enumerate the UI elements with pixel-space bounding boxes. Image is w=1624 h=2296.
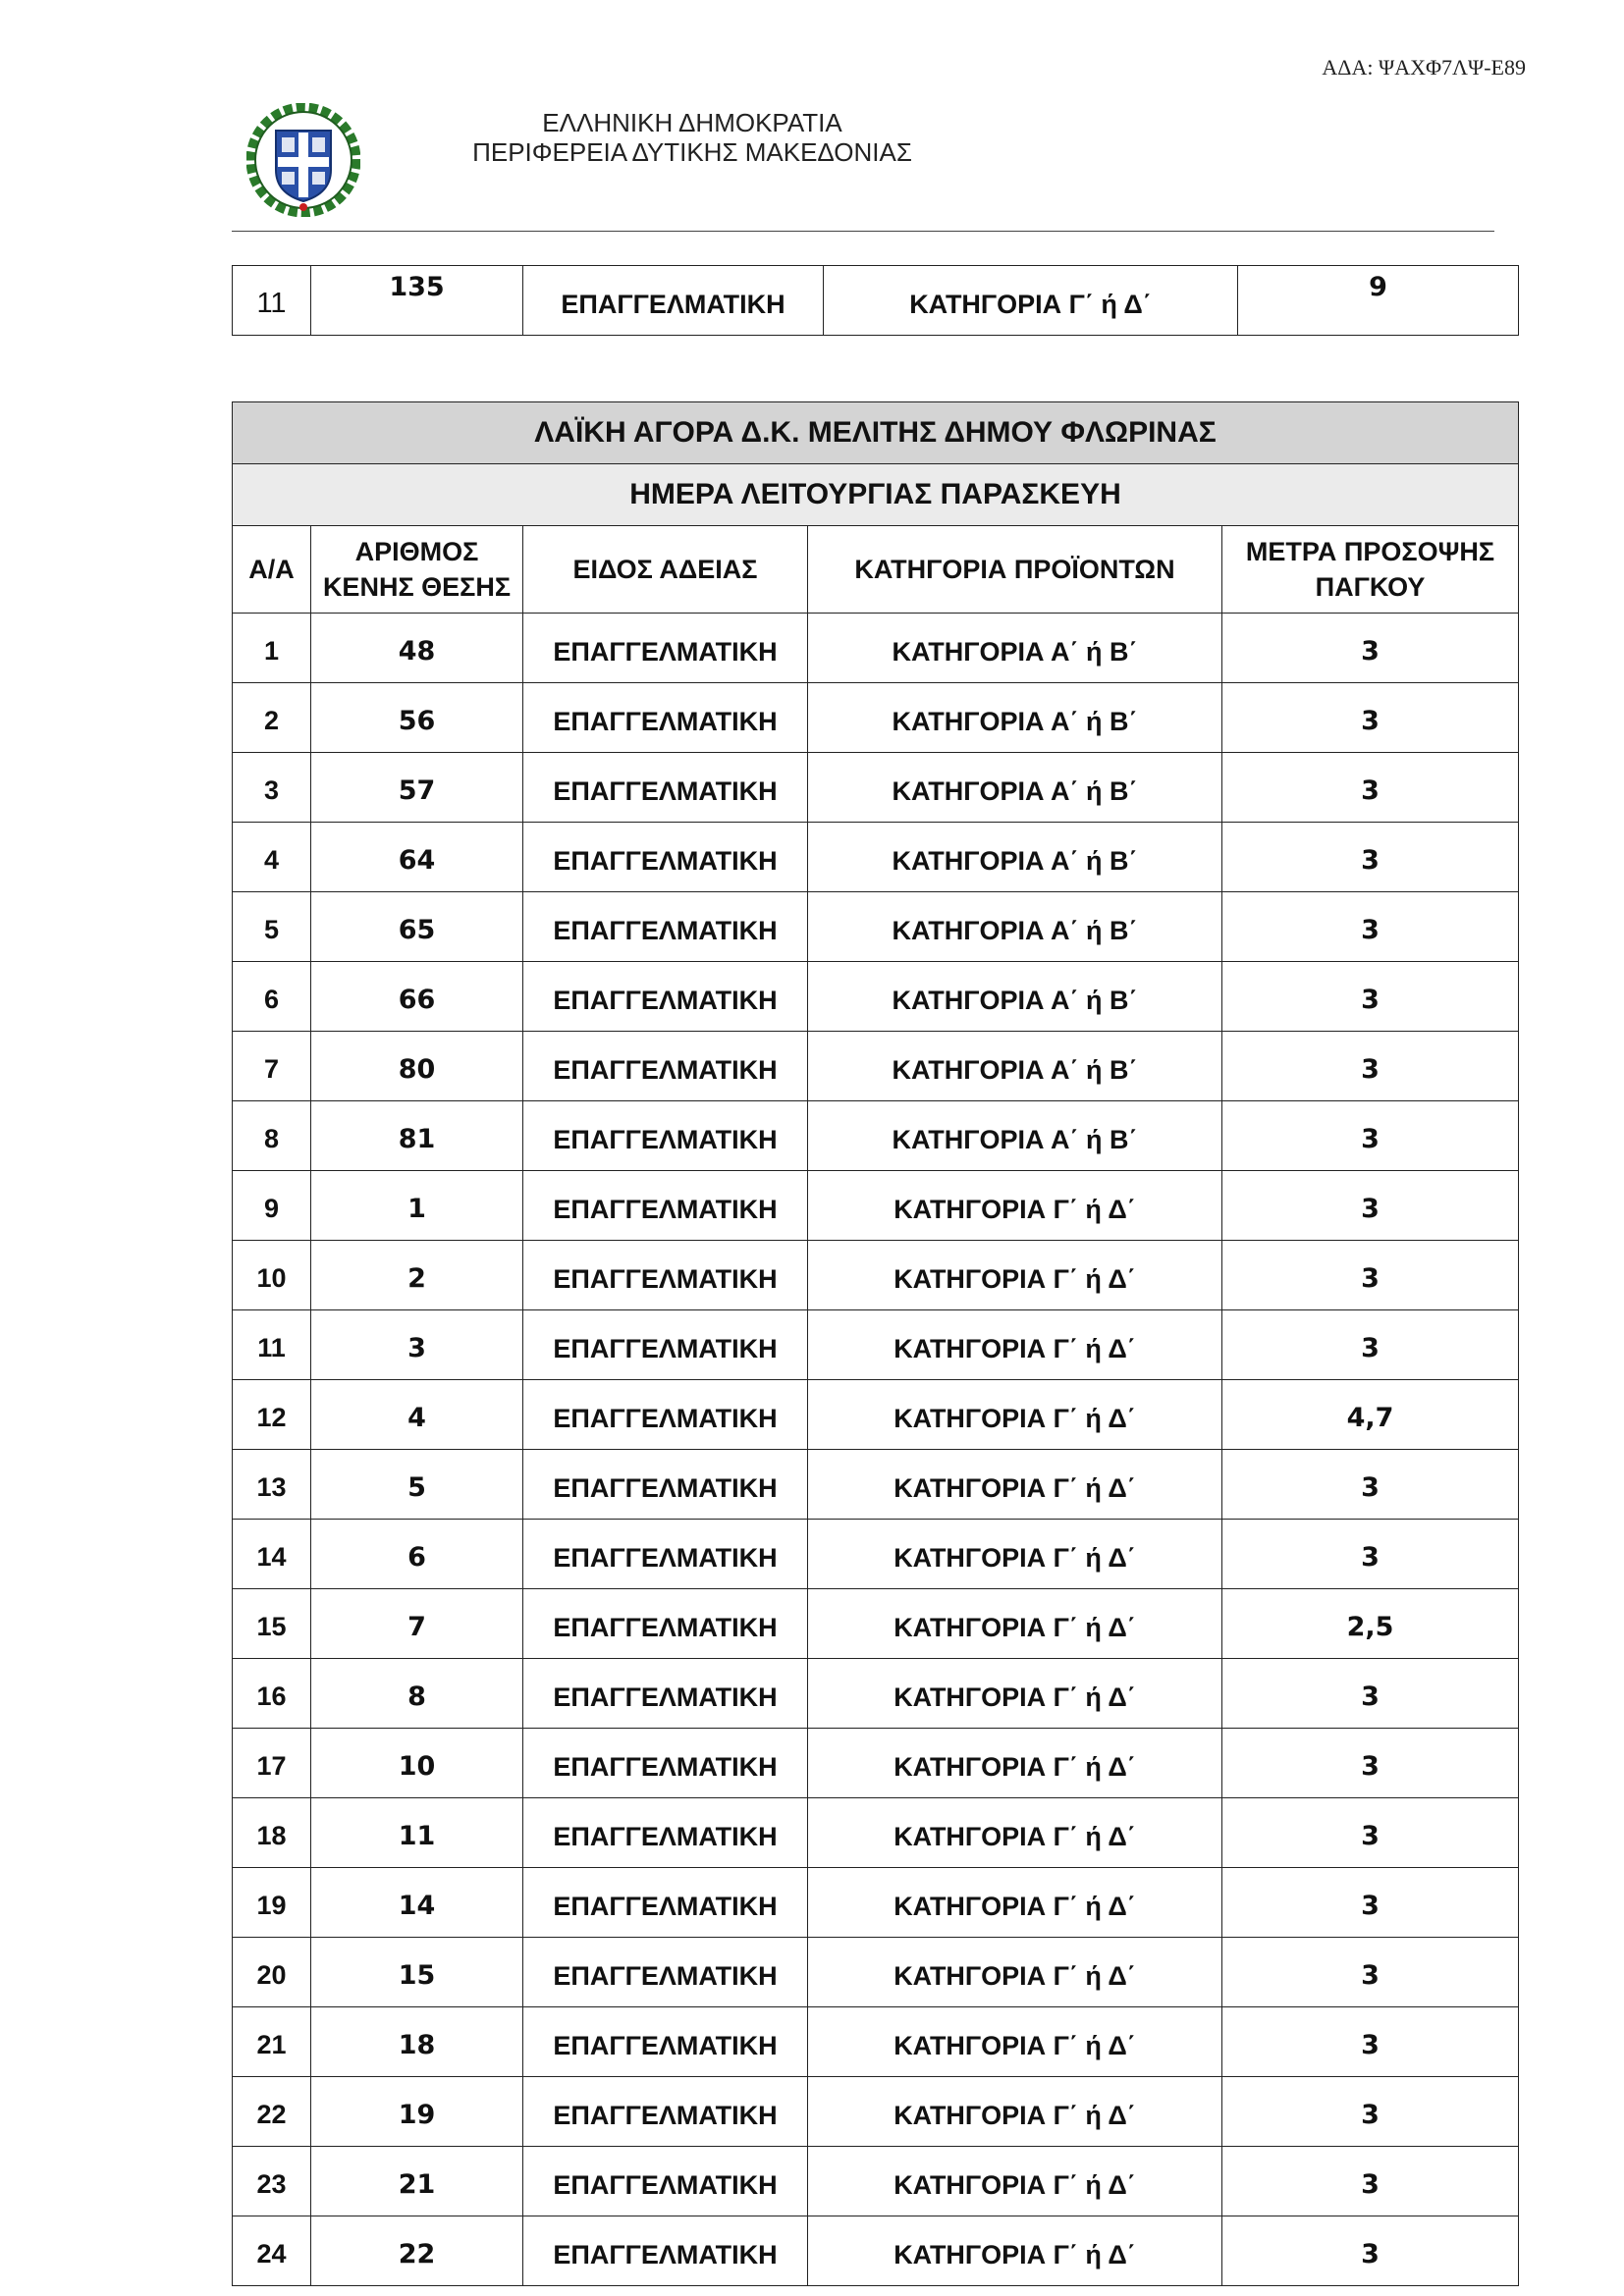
cell-aa: 23	[233, 2147, 311, 2216]
cell-license-type: ΕΠΑΓΓΕΛΜΑΤΙΚΗ	[523, 614, 808, 683]
cell-aa: 14	[233, 1520, 311, 1589]
cell-stall-meters: 3	[1222, 2147, 1519, 2216]
cell-space-number: 14	[311, 1868, 523, 1938]
cell-license-type: ΕΠΑΓΓΕΛΜΑΤΙΚΗ	[523, 1659, 808, 1729]
table-row	[233, 2077, 1519, 2147]
table-row	[233, 1729, 1519, 1798]
cell-product-category: ΚΑΤΗΓΟΡΙΑ Α΄ ή Β΄	[808, 614, 1222, 683]
org-line-1: ΕΛΛΗΝΙΚΗ ΔΗΜΟΚΡΑΤΙΑ	[542, 108, 842, 137]
cell-aa: 1	[233, 614, 311, 683]
cell-license-type: ΕΠΑΓΓΕΛΜΑΤΙΚΗ	[523, 2216, 808, 2286]
cell-product-category: ΚΑΤΗΓΟΡΙΑ Γ΄ ή Δ΄	[808, 1938, 1222, 2007]
table-row	[233, 1101, 1519, 1171]
cell-aa: 11	[233, 266, 311, 336]
table-row	[233, 2216, 1519, 2286]
cell-license-type: ΕΠΑΓΓΕΛΜΑΤΙΚΗ	[523, 2147, 808, 2216]
cell-aa: 5	[233, 892, 311, 962]
table-row	[233, 1032, 1519, 1101]
cell-stall-meters: 3	[1222, 1171, 1519, 1241]
cell-aa: 3	[233, 753, 311, 823]
table-row	[233, 266, 1519, 336]
cell-stall-meters: 3	[1222, 1938, 1519, 2007]
cell-aa: 16	[233, 1659, 311, 1729]
table-row	[233, 962, 1519, 1032]
cell-product-category: ΚΑΤΗΓΟΡΙΑ Γ΄ ή Δ΄	[808, 2077, 1222, 2147]
table-row	[233, 1450, 1519, 1520]
cell-aa: 4	[233, 823, 311, 892]
greek-coat-of-arms-icon	[246, 103, 360, 217]
cell-product-category: ΚΑΤΗΓΟΡΙΑ Α΄ ή Β΄	[808, 683, 1222, 753]
cell-aa: 2	[233, 683, 311, 753]
header-divider	[232, 231, 1494, 232]
cell-product-category: ΚΑΤΗΓΟΡΙΑ Α΄ ή Β΄	[808, 1101, 1222, 1171]
cell-license-type: ΕΠΑΓΓΕΛΜΑΤΙΚΗ	[523, 2077, 808, 2147]
cell-license-type: ΕΠΑΓΓΕΛΜΑΤΙΚΗ	[523, 1520, 808, 1589]
col-header-aa: Α/Α	[233, 526, 311, 614]
cell-product-category: ΚΑΤΗΓΟΡΙΑ Α΄ ή Β΄	[808, 753, 1222, 823]
cell-product-category: ΚΑΤΗΓΟΡΙΑ Γ΄ ή Δ΄	[808, 1450, 1222, 1520]
cell-aa: 19	[233, 1868, 311, 1938]
cell-stall-meters: 3	[1222, 2216, 1519, 2286]
cell-stall-meters: 3	[1222, 2007, 1519, 2077]
cell-aa: 22	[233, 2077, 311, 2147]
cell-space-number: 10	[311, 1729, 523, 1798]
cell-space-number: 2	[311, 1241, 523, 1310]
cell-space-number: 22	[311, 2216, 523, 2286]
col-header-license-type: ΕΙΔΟΣ ΑΔΕΙΑΣ	[523, 526, 808, 614]
cell-stall-meters: 3	[1222, 1659, 1519, 1729]
table-row	[233, 1938, 1519, 2007]
cell-aa: 7	[233, 1032, 311, 1101]
cell-product-category: ΚΑΤΗΓΟΡΙΑ Γ΄ ή Δ΄	[808, 1520, 1222, 1589]
cell-product-category: ΚΑΤΗΓΟΡΙΑ Α΄ ή Β΄	[808, 1032, 1222, 1101]
cell-license-type: ΕΠΑΓΓΕΛΜΑΤΙΚΗ	[523, 962, 808, 1032]
table-row	[233, 614, 1519, 683]
org-line-2: ΠΕΡΙΦΕΡΕΙΑ ΔΥΤΙΚΗΣ ΜΑΚΕΔΟΝΙΑΣ	[472, 137, 912, 167]
col-header-stall-meters: ΜΕΤΡΑ ΠΡΟΣΟΨΗΣ ΠΑΓΚΟΥ	[1222, 526, 1519, 614]
cell-product-category: ΚΑΤΗΓΟΡΙΑ Γ΄ ή Δ΄	[808, 1659, 1222, 1729]
cell-aa: 12	[233, 1380, 311, 1450]
cell-product-category: ΚΑΤΗΓΟΡΙΑ Γ΄ ή Δ΄	[808, 1868, 1222, 1938]
market-title: ΛΑΪΚΗ ΑΓΟΡΑ Δ.Κ. ΜΕΛΙΤΗΣ ΔΗΜΟΥ ΦΛΩΡΙΝΑΣ	[233, 402, 1519, 464]
cell-product-category: ΚΑΤΗΓΟΡΙΑ Γ΄ ή Δ΄	[824, 266, 1238, 336]
cell-stall-meters: 3	[1222, 753, 1519, 823]
cell-license-type: ΕΠΑΓΓΕΛΜΑΤΙΚΗ	[523, 1729, 808, 1798]
cell-stall-meters: 2,5	[1222, 1589, 1519, 1659]
column-headers	[233, 526, 1519, 614]
col-header-space-number: ΑΡΙΘΜΟΣ ΚΕΝΗΣ ΘΕΣΗΣ	[311, 526, 523, 614]
cell-aa: 11	[233, 1310, 311, 1380]
table-row	[233, 1380, 1519, 1450]
cell-license-type: ΕΠΑΓΓΕΛΜΑΤΙΚΗ	[523, 1380, 808, 1450]
cell-stall-meters: 3	[1222, 2077, 1519, 2147]
table-row	[233, 892, 1519, 962]
document-ada-code: ΑΔΑ: ΨΑΧΦ7ΛΨ-Ε89	[1322, 55, 1526, 80]
cell-space-number: 135	[311, 266, 523, 336]
cell-aa: 21	[233, 2007, 311, 2077]
cell-license-type: ΕΠΑΓΓΕΛΜΑΤΙΚΗ	[523, 2007, 808, 2077]
cell-aa: 9	[233, 1171, 311, 1241]
cell-stall-meters: 3	[1222, 1310, 1519, 1380]
cell-space-number: 19	[311, 2077, 523, 2147]
table-row	[233, 1659, 1519, 1729]
cell-product-category: ΚΑΤΗΓΟΡΙΑ Γ΄ ή Δ΄	[808, 2216, 1222, 2286]
cell-aa: 13	[233, 1450, 311, 1520]
cell-space-number: 3	[311, 1310, 523, 1380]
cell-aa: 18	[233, 1798, 311, 1868]
cell-stall-meters: 3	[1222, 614, 1519, 683]
cell-space-number: 81	[311, 1101, 523, 1171]
cell-product-category: ΚΑΤΗΓΟΡΙΑ Γ΄ ή Δ΄	[808, 1380, 1222, 1450]
issuing-authority	[452, 108, 933, 167]
cell-stall-meters: 4,7	[1222, 1380, 1519, 1450]
cell-product-category: ΚΑΤΗΓΟΡΙΑ Α΄ ή Β΄	[808, 962, 1222, 1032]
cell-stall-meters: 3	[1222, 892, 1519, 962]
table-row	[233, 1589, 1519, 1659]
cell-stall-meters: 3	[1222, 823, 1519, 892]
table-row	[233, 753, 1519, 823]
carryover-table	[232, 265, 1519, 336]
cell-license-type: ΕΠΑΓΓΕΛΜΑΤΙΚΗ	[523, 1938, 808, 2007]
cell-license-type: ΕΠΑΓΓΕΛΜΑΤΙΚΗ	[523, 1589, 808, 1659]
cell-license-type: ΕΠΑΓΓΕΛΜΑΤΙΚΗ	[523, 1310, 808, 1380]
cell-space-number: 1	[311, 1171, 523, 1241]
cell-space-number: 5	[311, 1450, 523, 1520]
cell-space-number: 18	[311, 2007, 523, 2077]
cell-aa: 15	[233, 1589, 311, 1659]
cell-product-category: ΚΑΤΗΓΟΡΙΑ Α΄ ή Β΄	[808, 892, 1222, 962]
table-row	[233, 683, 1519, 753]
cell-space-number: 4	[311, 1380, 523, 1450]
cell-aa: 17	[233, 1729, 311, 1798]
cell-stall-meters: 3	[1222, 1798, 1519, 1868]
cell-space-number: 7	[311, 1589, 523, 1659]
cell-license-type: ΕΠΑΓΓΕΛΜΑΤΙΚΗ	[523, 683, 808, 753]
cell-stall-meters: 3	[1222, 683, 1519, 753]
cell-aa: 24	[233, 2216, 311, 2286]
cell-stall-meters: 3	[1222, 962, 1519, 1032]
cell-license-type: ΕΠΑΓΓΕΛΜΑΤΙΚΗ	[523, 1101, 808, 1171]
cell-license-type: ΕΠΑΓΓΕΛΜΑΤΙΚΗ	[523, 1798, 808, 1868]
cell-stall-meters: 9	[1238, 266, 1519, 336]
cell-license-type: ΕΠΑΓΓΕΛΜΑΤΙΚΗ	[523, 1032, 808, 1101]
cell-stall-meters: 3	[1222, 1868, 1519, 1938]
cell-stall-meters: 3	[1222, 1450, 1519, 1520]
table-row	[233, 1241, 1519, 1310]
cell-stall-meters: 3	[1222, 1241, 1519, 1310]
cell-product-category: ΚΑΤΗΓΟΡΙΑ Γ΄ ή Δ΄	[808, 1171, 1222, 1241]
table-row	[233, 2147, 1519, 2216]
cell-space-number: 65	[311, 892, 523, 962]
cell-stall-meters: 3	[1222, 1729, 1519, 1798]
cell-stall-meters: 3	[1222, 1520, 1519, 1589]
cell-license-type: ΕΠΑΓΓΕΛΜΑΤΙΚΗ	[523, 1868, 808, 1938]
cell-license-type: ΕΠΑΓΓΕΛΜΑΤΙΚΗ	[523, 892, 808, 962]
cell-product-category: ΚΑΤΗΓΟΡΙΑ Γ΄ ή Δ΄	[808, 1310, 1222, 1380]
cell-space-number: 80	[311, 1032, 523, 1101]
cell-space-number: 11	[311, 1798, 523, 1868]
cell-license-type: ΕΠΑΓΓΕΛΜΑΤΙΚΗ	[523, 1171, 808, 1241]
cell-space-number: 21	[311, 2147, 523, 2216]
market-table	[232, 401, 1519, 2286]
table-row	[233, 2007, 1519, 2077]
cell-aa: 8	[233, 1101, 311, 1171]
cell-product-category: ΚΑΤΗΓΟΡΙΑ Α΄ ή Β΄	[808, 823, 1222, 892]
cell-aa: 6	[233, 962, 311, 1032]
cell-license-type: ΕΠΑΓΓΕΛΜΑΤΙΚΗ	[523, 823, 808, 892]
cell-license-type: ΕΠΑΓΓΕΛΜΑΤΙΚΗ	[523, 1241, 808, 1310]
cell-stall-meters: 3	[1222, 1032, 1519, 1101]
cell-aa: 20	[233, 1938, 311, 2007]
cell-space-number: 64	[311, 823, 523, 892]
cell-product-category: ΚΑΤΗΓΟΡΙΑ Γ΄ ή Δ΄	[808, 1798, 1222, 1868]
cell-space-number: 8	[311, 1659, 523, 1729]
col-header-product-category: ΚΑΤΗΓΟΡΙΑ ΠΡΟΪΟΝΤΩΝ	[808, 526, 1222, 614]
operating-day: ΗΜΕΡΑ ΛΕΙΤΟΥΡΓΙΑΣ ΠΑΡΑΣΚΕΥΗ	[233, 464, 1519, 526]
cell-space-number: 48	[311, 614, 523, 683]
cell-aa: 10	[233, 1241, 311, 1310]
cell-product-category: ΚΑΤΗΓΟΡΙΑ Γ΄ ή Δ΄	[808, 2147, 1222, 2216]
table-row	[233, 823, 1519, 892]
cell-license-type: ΕΠΑΓΓΕΛΜΑΤΙΚΗ	[523, 266, 824, 336]
table-row	[233, 1868, 1519, 1938]
cell-space-number: 6	[311, 1520, 523, 1589]
cell-space-number: 57	[311, 753, 523, 823]
cell-product-category: ΚΑΤΗΓΟΡΙΑ Γ΄ ή Δ΄	[808, 1589, 1222, 1659]
table-row	[233, 1310, 1519, 1380]
cell-product-category: ΚΑΤΗΓΟΡΙΑ Γ΄ ή Δ΄	[808, 1241, 1222, 1310]
table-row	[233, 1171, 1519, 1241]
cell-product-category: ΚΑΤΗΓΟΡΙΑ Γ΄ ή Δ΄	[808, 2007, 1222, 2077]
cell-stall-meters: 3	[1222, 1101, 1519, 1171]
cell-space-number: 56	[311, 683, 523, 753]
table-row	[233, 1520, 1519, 1589]
cell-space-number: 15	[311, 1938, 523, 2007]
cell-license-type: ΕΠΑΓΓΕΛΜΑΤΙΚΗ	[523, 753, 808, 823]
table-row	[233, 1798, 1519, 1868]
cell-space-number: 66	[311, 962, 523, 1032]
cell-product-category: ΚΑΤΗΓΟΡΙΑ Γ΄ ή Δ΄	[808, 1729, 1222, 1798]
cell-license-type: ΕΠΑΓΓΕΛΜΑΤΙΚΗ	[523, 1450, 808, 1520]
